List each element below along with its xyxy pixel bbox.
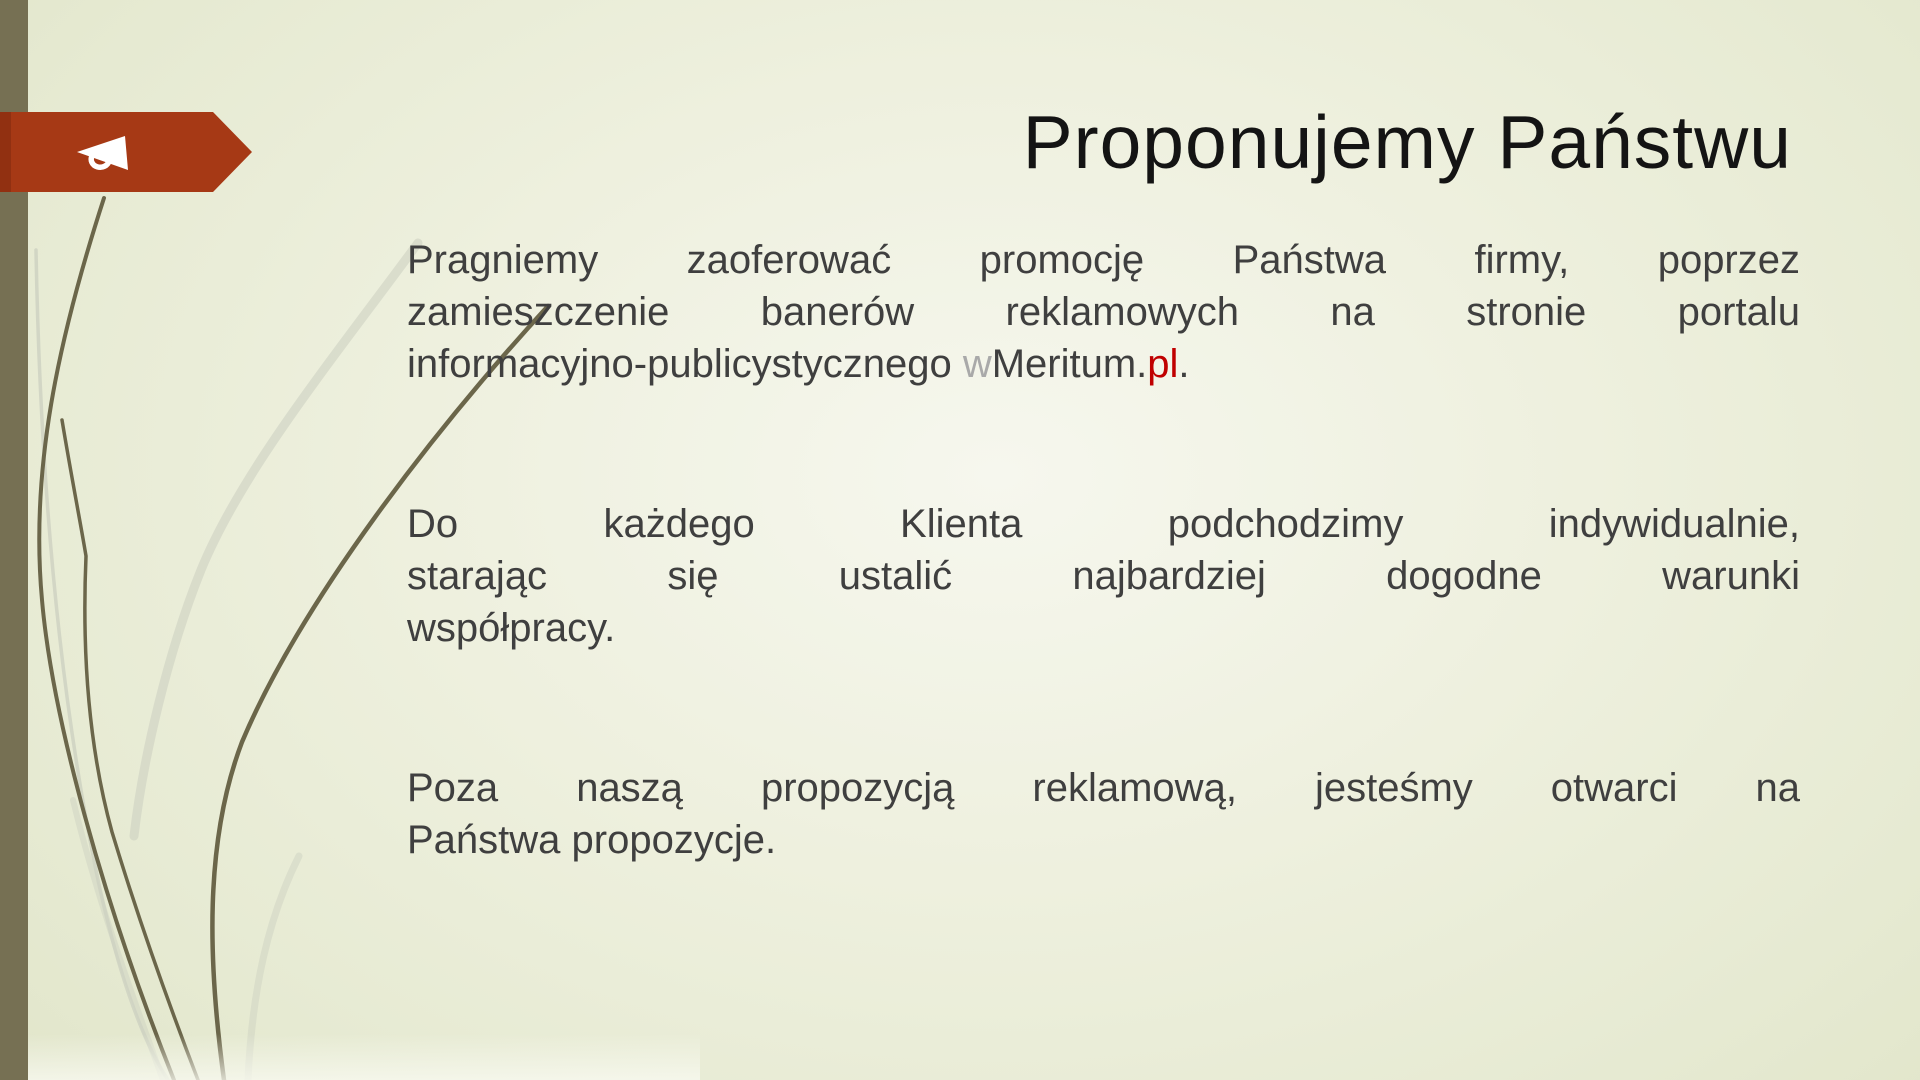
brand-prefix-text: informacyjno-publicystycznego (407, 342, 963, 386)
brand-pl-red: pl (1147, 342, 1179, 386)
paragraph-individual (407, 498, 1800, 654)
megaphone-banner (0, 112, 252, 192)
body-line: starając się ustalić najbardziej dogodne warunki (407, 554, 1800, 598)
body-line: zamieszczenie banerów reklamowych na stronie portalu (407, 290, 1800, 334)
body-text (407, 234, 1800, 866)
light-grass-line-3 (248, 856, 299, 1080)
paragraph-open (407, 762, 1800, 866)
paragraph-offer (407, 234, 1800, 390)
brand-period: . (1178, 342, 1190, 386)
brand-w-muted: w (962, 342, 992, 386)
body-line: Do każdego Klienta podchodzimy indywidualnie, (407, 502, 1800, 546)
body-line: Poza naszą propozycją reklamową, jesteśmy otwarci na (407, 766, 1800, 810)
body-line-brand (407, 338, 1800, 390)
dark-grass-line-1 (39, 198, 174, 1080)
page-title: Proponujemy Państwu (1022, 100, 1792, 184)
light-grass-band (134, 243, 418, 836)
bottom-fade-overlay (0, 1034, 700, 1080)
light-grass-line-2 (73, 800, 163, 1080)
body-line: Państwa propozycje. (407, 818, 777, 862)
dark-grass-line-3 (62, 420, 198, 1080)
body-line: współpracy. (407, 606, 616, 650)
banner-fold-shade (0, 112, 11, 192)
light-grass-line (36, 250, 168, 1080)
body-line: Pragniemy zaoferować promocję Państwa firmy, poprzez (407, 238, 1800, 282)
brand-meritum-text: Meritum. (991, 342, 1148, 386)
